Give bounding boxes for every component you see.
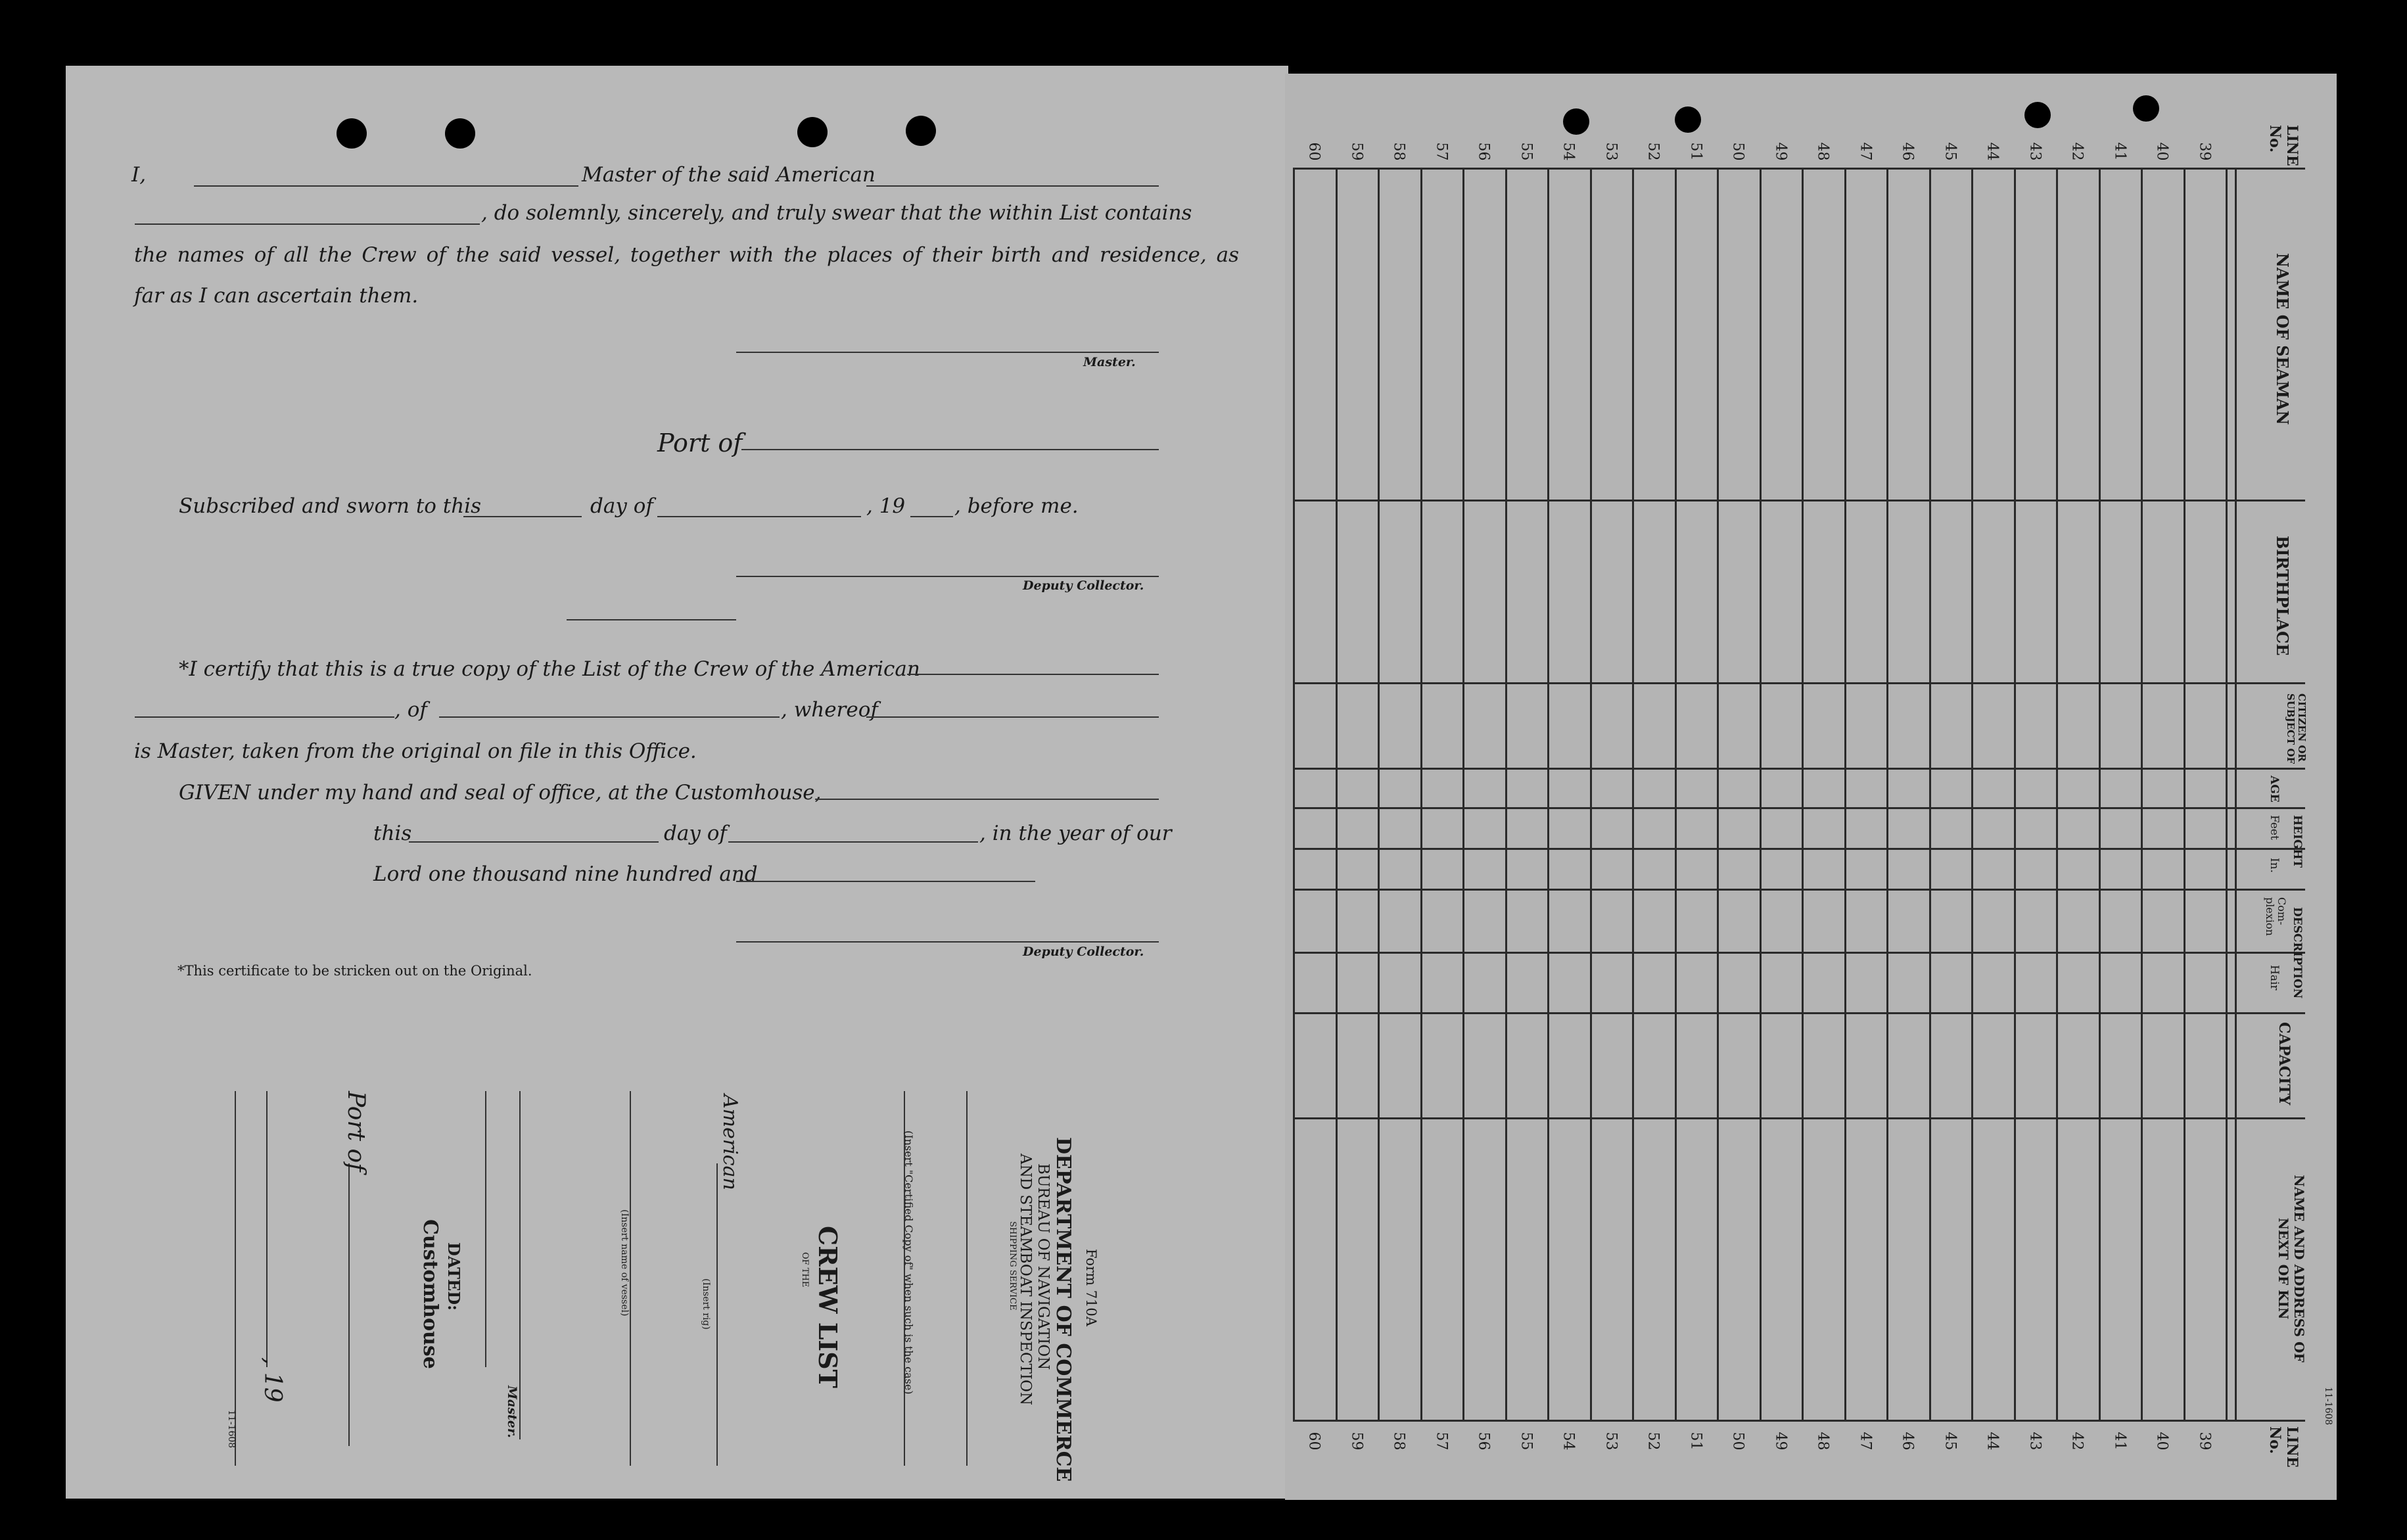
form-code-left: 11-1608: [226, 1410, 237, 1449]
line-number-bottom: 47: [1857, 1432, 1874, 1451]
table-column-rule: [1420, 168, 1422, 1420]
endorse-line: [630, 1091, 631, 1466]
line-number-bottom: 53: [1602, 1432, 1620, 1451]
dated-label: DATED:: [444, 1242, 463, 1311]
line-number-top: 47: [1857, 142, 1874, 161]
table-column-rule: [1760, 168, 1762, 1420]
line-number-top: 42: [2068, 142, 2086, 161]
table-column-rule: [1590, 168, 1592, 1420]
subscribed-year: , 19: [866, 494, 906, 518]
table-bottom-rule: [1293, 1420, 2305, 1422]
line-number-top: 60: [1305, 142, 1322, 161]
crew-list-title: CREW LIST: [813, 1226, 843, 1388]
shipping-service: SHIPPING SERVICE: [1008, 1221, 1017, 1311]
line-number-top: 54: [1560, 142, 1577, 161]
table-column-rule: [1378, 168, 1380, 1420]
cert-this: this: [373, 822, 412, 845]
header-feet: Feet: [2268, 815, 2281, 840]
table-rule-age: [1293, 807, 2305, 809]
oath-master-of: Master of the said American: [582, 163, 876, 187]
port-of-label: Port of: [657, 429, 743, 457]
deputy-collector-line-2: [736, 941, 1159, 943]
line-number-bottom: 50: [1729, 1432, 1746, 1451]
subscribed-month-line: [657, 516, 861, 517]
oath-i: I,: [131, 163, 147, 187]
table-column-rule: [2141, 168, 2143, 1420]
steamboat-title: AND STEAMBOAT INSPECTION: [1017, 1154, 1034, 1405]
cert-in-year: , in the year of our: [979, 822, 1172, 845]
cert-whereof-line: [866, 716, 1159, 718]
punch-hole: [2133, 95, 2159, 122]
cert-line-1: *I certify that this is a true copy of the List of the Crew of the American: [179, 657, 920, 681]
line-number-bottom: 55: [1518, 1432, 1535, 1451]
table-column-rule: [1462, 168, 1464, 1420]
before-me: , before me.: [954, 494, 1079, 518]
cert-day-of: day of: [664, 822, 727, 845]
line-number-top: 40: [2153, 142, 2170, 161]
master-signature-line: [736, 352, 1159, 353]
nineteen-endorse: , 19: [259, 1357, 286, 1403]
line-number-bottom: 41: [2111, 1432, 2128, 1451]
form-code-right: 11-1608: [2323, 1387, 2333, 1426]
header-hair: Hair: [2268, 965, 2281, 991]
table-column-rule: [1675, 168, 1677, 1420]
line-number-bottom: 43: [2026, 1432, 2044, 1451]
header-name: NAME OF SEAMAN: [2273, 253, 2292, 425]
cert-footnote: *This certificate to be stricken out on the Original.: [177, 963, 532, 979]
cert-day-line: [409, 841, 659, 843]
insert-vessel-name: (Insert name of vessel): [619, 1209, 630, 1317]
line-number-top: 55: [1518, 142, 1535, 161]
line-number-bottom: 45: [1942, 1432, 1959, 1451]
endorse-line: [485, 1091, 486, 1367]
line-number-bottom: 59: [1348, 1432, 1365, 1451]
punch-hole: [797, 117, 828, 147]
table-column-rule: [1293, 168, 1295, 1420]
punch-hole: [1675, 106, 1701, 133]
line-number-bottom: 60: [1305, 1432, 1322, 1451]
right-page: [1285, 74, 2337, 1500]
table-column-rule: [1844, 168, 1846, 1420]
table-rule-in: [1293, 889, 2305, 891]
punch-hole: [2024, 102, 2051, 128]
table-column-rule: [2056, 168, 2058, 1420]
port-of-line: [741, 449, 1159, 450]
cert-of: , of: [394, 698, 427, 722]
customhouse-label: Customhouse: [419, 1219, 442, 1369]
line-number-bottom: 58: [1390, 1432, 1407, 1451]
dept-title: DEPARTMENT OF COMMERCE: [1052, 1137, 1075, 1482]
oath-name-line: [194, 185, 578, 187]
oath-vessel-line: [866, 185, 1159, 187]
table-rule-complexion: [1293, 952, 2305, 954]
form-number: Form 710A: [1083, 1249, 1099, 1326]
header-next-of-kin: NAME AND ADDRESS OF NEXT OF KIN: [2276, 1175, 2307, 1363]
table-rule-name: [1293, 500, 2305, 502]
header-line-no-top: LINE No.: [2266, 125, 2301, 166]
line-number-top: 58: [1390, 142, 1407, 161]
punch-hole: [906, 116, 936, 146]
endorse-line: [966, 1091, 968, 1466]
endorse-line: [519, 1091, 521, 1439]
line-number-bottom: 54: [1560, 1432, 1577, 1451]
line-number-top: 49: [1772, 142, 1789, 161]
table-column-rule: [1886, 168, 1888, 1420]
american-label: American: [718, 1094, 741, 1190]
header-age: AGE: [2268, 776, 2281, 803]
oath-line-3: far as I can ascertain them.: [134, 284, 419, 308]
endorse-line: [266, 1091, 268, 1367]
line-number-bottom: 49: [1772, 1432, 1789, 1451]
line-number-bottom: 44: [1984, 1432, 2001, 1451]
seal-line: [567, 619, 736, 620]
table-column-rule: [1802, 168, 1804, 1420]
deputy-collector-line-1: [736, 576, 1159, 577]
port-of-endorse: Port of: [342, 1091, 369, 1172]
punch-hole: [445, 118, 475, 149]
line-number-top: 57: [1433, 142, 1450, 161]
subscribed-label: Subscribed and sworn to this: [179, 494, 482, 518]
line-number-bottom: 48: [1814, 1432, 1831, 1451]
table-rule-hair: [1293, 1012, 2305, 1014]
oath-vessel-line-2: [135, 223, 480, 225]
master-signature-label: Master.: [1083, 355, 1136, 369]
table-column-rule: [2014, 168, 2016, 1420]
cert-lord: Lord one thousand nine hundred and: [373, 862, 758, 886]
line-number-top: 48: [1814, 142, 1831, 161]
line-number-top: 51: [1687, 142, 1704, 161]
bureau-title: BUREAU OF NAVIGATION: [1035, 1163, 1052, 1370]
table-rule-birthplace: [1293, 682, 2305, 684]
cert-given: GIVEN under my hand and seal of office, at the Customhouse,: [179, 781, 822, 805]
line-number-top: 39: [2196, 142, 2213, 161]
table-rule-citizen: [1293, 768, 2305, 770]
insert-rig: (Insert rig): [701, 1278, 711, 1330]
table-column-rule: [1971, 168, 1973, 1420]
line-number-top: 44: [1984, 142, 2001, 161]
subscribed-year-line: [910, 516, 953, 517]
table-column-rule: [1336, 168, 1338, 1420]
header-height: HEIGHT: [2291, 815, 2304, 868]
line-number-bottom: 40: [2153, 1432, 2170, 1451]
table-column-rule: [1505, 168, 1507, 1420]
header-citizen: CITIZEN OR SUBJECT OF: [2285, 693, 2308, 764]
line-number-top: 46: [1899, 142, 1916, 161]
cert-month-line: [728, 841, 978, 843]
table-column-rule: [1717, 168, 1719, 1420]
subscribed-day-of: day of: [590, 494, 653, 518]
line-number-bottom: 51: [1687, 1432, 1704, 1451]
table-column-rule: [2226, 168, 2228, 1420]
header-complexion: Com- plexion: [2264, 897, 2288, 936]
line-number-bottom: 56: [1475, 1432, 1492, 1451]
cert-line-3: is Master, taken from the original on file in this Office.: [134, 739, 697, 763]
line-number-bottom: 57: [1433, 1432, 1450, 1451]
table-column-rule: [2099, 168, 2101, 1420]
deputy-collector-label-2: Deputy Collector.: [1023, 945, 1144, 959]
header-description: DESCRIPTION: [2291, 907, 2304, 999]
line-number-top: 52: [1645, 142, 1662, 161]
table-column-rule: [1632, 168, 1634, 1420]
line-number-top: 59: [1348, 142, 1365, 161]
table-header-rule: [2235, 168, 2237, 1420]
line-number-top: 45: [1942, 142, 1959, 161]
table-rule-capacity: [1293, 1117, 2305, 1119]
line-number-top: 50: [1729, 142, 1746, 161]
subscribed-day-line: [463, 516, 582, 517]
table-top-rule: [1293, 168, 2305, 170]
table-column-rule: [1929, 168, 1931, 1420]
endorse-line: [716, 1163, 718, 1466]
line-number-top: 41: [2111, 142, 2128, 161]
line-number-top: 43: [2026, 142, 2044, 161]
of-the: OF THE: [800, 1252, 810, 1288]
cert-whereof: , whereof: [781, 698, 878, 722]
header-capacity: CAPACITY: [2276, 1022, 2293, 1106]
insert-certified-copy: (Insert "Certified Copy of" when such is the case): [902, 1131, 915, 1395]
line-number-top: 56: [1475, 142, 1492, 161]
endorse-line: [348, 1163, 350, 1446]
cert-name-line: [135, 716, 394, 718]
header-in: In.: [2268, 858, 2281, 874]
header-birthplace: BIRTHPLACE: [2273, 536, 2292, 656]
cert-of-line: [439, 716, 780, 718]
header-line-no-bottom: LINE No.: [2266, 1426, 2301, 1468]
cert-year-line: [736, 881, 1035, 882]
oath-line-2: the names of all the Crew of the said vessel, together with the places of their birth and residence, as: [134, 243, 1239, 267]
table-column-rule: [2184, 168, 2185, 1420]
line-number-top: 53: [1602, 142, 1620, 161]
line-number-bottom: 39: [2196, 1432, 2213, 1451]
line-number-bottom: 46: [1899, 1432, 1916, 1451]
master-endorse: Master.: [505, 1386, 519, 1438]
cert-vessel-line: [907, 674, 1159, 675]
line-number-bottom: 42: [2068, 1432, 2086, 1451]
cert-customhouse-line: [815, 799, 1159, 800]
table-rule-feet: [1293, 848, 2305, 850]
punch-hole: [337, 118, 367, 149]
oath-swear-text: , do solemnly, sincerely, and truly swear that the within List contains: [481, 201, 1192, 225]
deputy-collector-label-1: Deputy Collector.: [1023, 578, 1144, 593]
table-column-rule: [1547, 168, 1549, 1420]
punch-hole: [1563, 108, 1589, 135]
line-number-bottom: 52: [1645, 1432, 1662, 1451]
